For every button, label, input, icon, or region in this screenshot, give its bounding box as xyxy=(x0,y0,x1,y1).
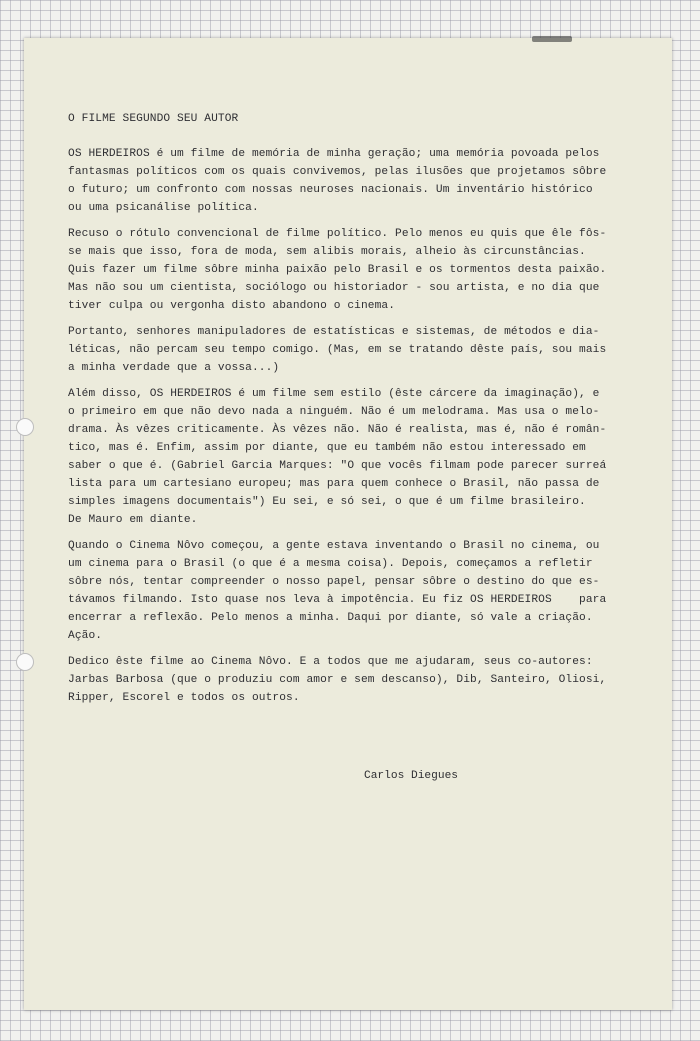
text-line: um cinema para o Brasil (o que é a mesma coisa). Depois, começamos a refletir xyxy=(68,558,593,570)
text-line: Portanto, senhores manipuladores de estatísticas e sistemas, de métodos e dia- xyxy=(68,326,600,338)
punch-hole xyxy=(16,418,34,436)
text-line: Além disso, OS HERDEIROS é um filme sem estilo (êste cárcere da imaginação), e xyxy=(68,388,600,400)
text-line: Ação. xyxy=(68,630,103,642)
text-line: léticas, não percam seu tempo comigo. (Mas, em se tratando dêste país, sou mais xyxy=(68,344,607,356)
text-line: OS HERDEIROS é um filme de memória de minha geração; uma memória povoada pelos xyxy=(68,148,600,160)
text-line: fantasmas políticos com os quais convivemos, pelas ilusões que projetamos sôbre xyxy=(68,166,607,178)
text-line: Recuso o rótulo convencional de filme político. Pelo menos eu quis que êle fôs- xyxy=(68,228,607,240)
text-line: lista para um cartesiano europeu; mas para quem conhece o Brasil, não passa de xyxy=(68,478,600,490)
paragraph xyxy=(68,537,608,645)
body-paragraphs xyxy=(68,145,608,707)
punch-hole xyxy=(16,653,34,671)
text-line: Quis fazer um filme sôbre minha paixão pelo Brasil e os tormentos desta paixão. xyxy=(68,264,607,276)
text-line: De Mauro em diante. xyxy=(68,514,198,526)
text-line: saber o que é. (Gabriel Garcia Marques: "O que vocês filmam pode parecer surreá xyxy=(68,460,607,472)
text-line: drama. Às vêzes criticamente. Às vêzes não. Não é realista, mas é, não é român- xyxy=(68,424,607,436)
text-line: sôbre nós, tentar compreender o nosso papel, pensar sôbre o destino do que es- xyxy=(68,576,600,588)
text-line: encerrar a reflexão. Pelo menos a minha. Daqui por diante, só vale a criação. xyxy=(68,612,593,624)
paragraph xyxy=(68,653,608,707)
text-line: tiver culpa ou vergonha disto abandono o cinema. xyxy=(68,300,396,312)
paragraph xyxy=(68,225,608,315)
ink-smudge xyxy=(532,36,572,42)
text-line: távamos filmando. Isto quase nos leva à impotência. Eu fiz OS HERDEIROS para xyxy=(68,594,607,606)
text-line: Quando o Cinema Nôvo começou, a gente estava inventando o Brasil no cinema, ou xyxy=(68,540,600,552)
text-line: a minha verdade que a vossa...) xyxy=(68,362,280,374)
text-line: ou uma psicanálise política. xyxy=(68,202,259,214)
text-line: Jarbas Barbosa (que o produziu com amor e sem descanso), Dib, Santeiro, Oliosi, xyxy=(68,674,607,686)
text-line: o futuro; um confronto com nossas neuroses nacionais. Um inventário histórico xyxy=(68,184,593,196)
text-line: simples imagens documentais") Eu sei, e só sei, o que é um filme brasileiro. xyxy=(68,496,586,508)
text-line: Ripper, Escorel e todos os outros. xyxy=(68,692,300,704)
paragraph xyxy=(68,145,608,217)
text-line: tico, mas é. Enfim, assim por diante, que eu também não estou interessado em xyxy=(68,442,586,454)
document-title: O FILME SEGUNDO SEU AUTOR xyxy=(68,113,239,125)
paragraph xyxy=(68,385,608,529)
text-line: o primeiro em que não devo nada a ninguém. Não é um melodrama. Mas usa o melo- xyxy=(68,406,600,418)
typed-text-block xyxy=(68,110,608,715)
text-line: Dedico êste filme ao Cinema Nôvo. E a todos que me ajudaram, seus co-autores: xyxy=(68,656,593,668)
author-signature: Carlos Diegues xyxy=(364,770,458,782)
text-line: se mais que isso, fora de moda, sem alibis morais, alheio às circunstâncias. xyxy=(68,246,586,258)
text-line: Mas não sou um cientista, sociólogo ou historiador - sou artista, e no dia que xyxy=(68,282,600,294)
paragraph xyxy=(68,323,608,377)
